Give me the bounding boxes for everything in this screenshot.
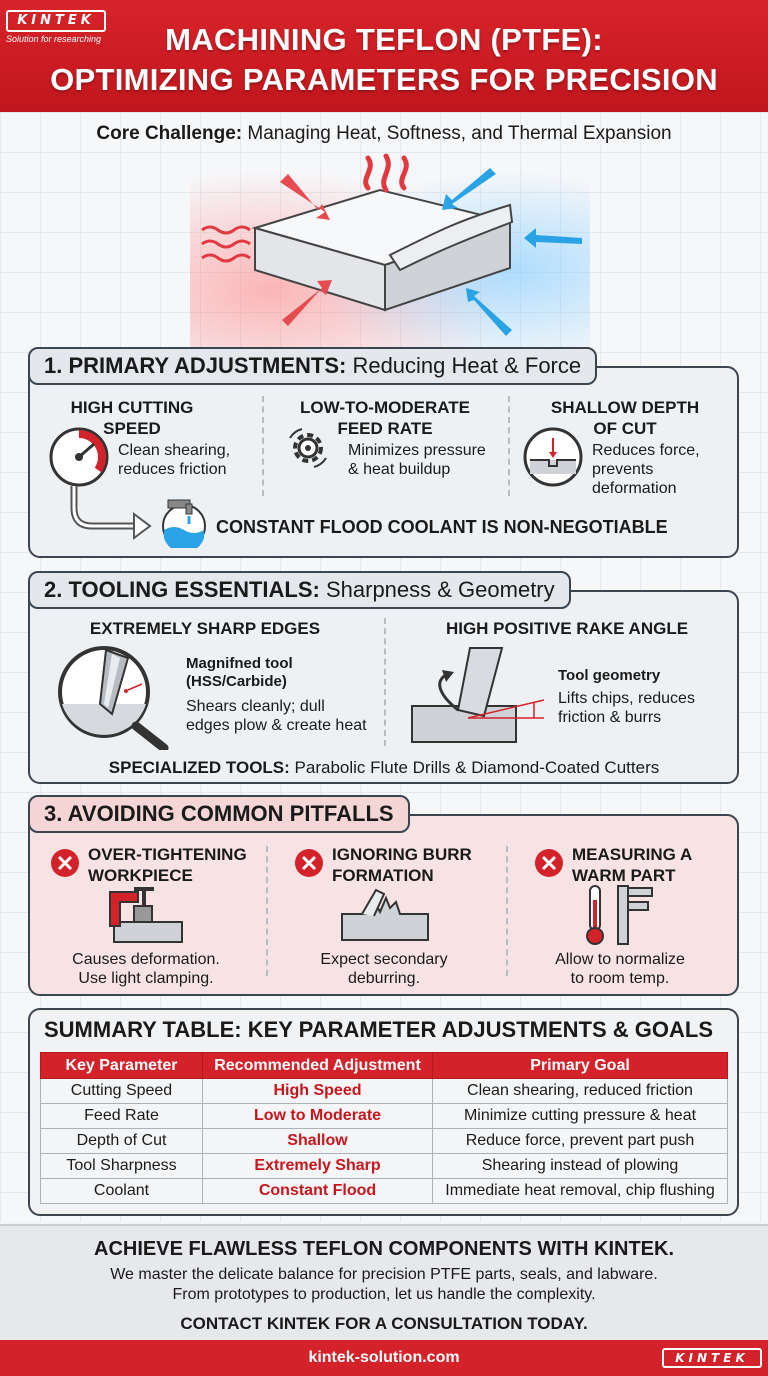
sharp-callout: [186, 655, 293, 691]
table-row: [41, 1154, 728, 1179]
rake-callout: Tool geometry: [558, 667, 661, 684]
divider: [266, 846, 268, 976]
rake-angle-icon: [408, 644, 550, 744]
col2-title-l1: LOW-TO-MODERATE: [300, 398, 470, 417]
table-header: Recommended Adjustment: [203, 1053, 433, 1079]
warm-part-title: [572, 844, 692, 886]
p2-title-l1: IGNORING BURR: [332, 845, 472, 864]
table-cell: High Speed: [203, 1079, 433, 1104]
over-tightening-title: [88, 844, 247, 886]
table-cell: Tool Sharpness: [41, 1154, 203, 1179]
core-challenge: [0, 123, 768, 145]
speed-gauge-icon: [48, 426, 110, 488]
table-row: [41, 1079, 728, 1104]
section2-heading-rest: Sharpness & Geometry: [319, 577, 555, 602]
magnifier-tool-icon: [56, 644, 174, 750]
col1-desc-l1: Clean shearing,: [118, 442, 231, 459]
rake-desc-l1: Lifts chips, reduces: [558, 690, 695, 707]
table-cell: Clean shearing, reduced friction: [433, 1079, 728, 1104]
p2-desc-l2: deburring.: [347, 970, 421, 987]
divider: [262, 396, 264, 496]
sharp-callout-l2: (HSS/Carbide): [186, 673, 287, 690]
table-cell: Low to Moderate: [203, 1104, 433, 1129]
footer-logo: KINTEK: [662, 1348, 762, 1368]
col2-desc: [348, 441, 486, 479]
table-cell: Cutting Speed: [41, 1079, 203, 1104]
sharp-callout-l1: Magnifned tool: [186, 655, 293, 672]
header-banner: [0, 0, 768, 112]
thermometer-caliper-icon: [582, 884, 656, 946]
burr-icon: [340, 884, 430, 942]
summary-table: [40, 1052, 728, 1204]
table-header: Primary Goal: [433, 1053, 728, 1079]
p1-title-l2: WORKPIECE: [88, 866, 193, 885]
table-cell: Minimize cutting pressure & heat: [433, 1104, 728, 1129]
depth-of-cut-icon: [522, 426, 584, 488]
table-cell: Depth of Cut: [41, 1129, 203, 1154]
cta-line2: From prototypes to production, let us handle the complexity.: [172, 1286, 596, 1303]
page-title-line1: MACHINING TEFLON (PTFE):: [165, 22, 603, 57]
kintek-logo: KINTEK: [6, 10, 106, 32]
col1-title-l1: HIGH CUTTING: [70, 398, 194, 417]
table-cell: Shallow: [203, 1129, 433, 1154]
summary-heading: SUMMARY TABLE: KEY PARAMETER ADJUSTMENTS & GOALS: [44, 1017, 713, 1042]
table-row: [41, 1129, 728, 1154]
table-cell: Feed Rate: [41, 1104, 203, 1129]
col2-title-l2: FEED RATE: [337, 419, 433, 438]
p1-desc-l2: Use light clamping.: [78, 970, 214, 987]
ptfe-block-illustration: [190, 150, 590, 350]
col2-desc-l1: Minimizes pressure: [348, 442, 486, 459]
col3-title-l2: OF CUT: [593, 419, 657, 438]
col3-desc: [592, 441, 700, 498]
sharp-desc-l2: edges plow & create heat: [186, 717, 367, 734]
error-x-icon: [50, 848, 80, 878]
specialized-tools-text: Parabolic Flute Drills & Diamond-Coated Cutters: [289, 758, 660, 777]
logo-tagline: Solution for researching: [6, 34, 102, 44]
p3-desc: [520, 950, 720, 988]
p3-title-l1: MEASURING A: [572, 845, 693, 864]
table-cell: Immediate heat removal, chip flushing: [433, 1179, 728, 1204]
pitfalls-heading: [28, 795, 410, 833]
col3-title-l1: SHALLOW DEPTH: [550, 398, 700, 417]
coolant-statement: CONSTANT FLOOD COOLANT IS NON-NEGOTIABLE: [216, 517, 668, 537]
sharp-desc: [186, 697, 367, 735]
col1-title-l2: SPEED: [103, 419, 161, 438]
gear-icon: [284, 424, 332, 472]
section1-heading-bold: 1. PRIMARY ADJUSTMENTS:: [44, 353, 347, 378]
website-link[interactable]: kintek-solution.com: [308, 1349, 460, 1366]
col3-desc-l1: Reduces force,: [592, 442, 700, 459]
primary-adjustments-heading: [28, 347, 597, 385]
cta-contact: CONTACT KINTEK FOR A CONSULTATION TODAY.: [180, 1314, 588, 1333]
table-cell: Coolant: [41, 1179, 203, 1204]
footer-bar: [0, 1340, 768, 1376]
core-challenge-label: Core Challenge:: [96, 123, 243, 144]
col3-desc-l3: deformation: [592, 480, 677, 497]
p1-desc-l1: Causes deformation.: [72, 951, 220, 968]
table-header: Key Parameter: [41, 1053, 203, 1079]
table-cell: Constant Flood: [203, 1179, 433, 1204]
table-row: [41, 1179, 728, 1204]
cta-heading: ACHIEVE FLAWLESS TEFLON COMPONENTS WITH KINTEK.: [94, 1238, 674, 1260]
table-cell: Reduce force, prevent part push: [433, 1129, 728, 1154]
burr-formation-title: [332, 844, 472, 886]
p2-desc-l1: Expect secondary: [320, 951, 448, 968]
divider: [384, 618, 386, 746]
col1-desc: [118, 441, 230, 479]
error-x-icon: [294, 848, 324, 878]
clamp-icon: [104, 886, 184, 944]
table-row: [41, 1104, 728, 1129]
error-x-icon: [534, 848, 564, 878]
cta-section: [0, 1224, 768, 1340]
sharp-edges-title: EXTREMELY SHARP EDGES: [89, 619, 321, 638]
p3-desc-l2: to room temp.: [570, 970, 670, 987]
specialized-tools: [40, 758, 728, 777]
cta-line1: We master the delicate balance for precision PTFE parts, seals, and labware.: [110, 1266, 658, 1283]
specialized-tools-label: SPECIALIZED TOOLS:: [108, 758, 290, 777]
sharp-desc-l1: Shears cleanly; dull: [186, 698, 325, 715]
tooling-essentials-heading: [28, 571, 571, 609]
table-cell: Extremely Sharp: [203, 1154, 433, 1179]
p2-title-l2: FORMATION: [332, 866, 434, 885]
table-cell: Shearing instead of plowing: [433, 1154, 728, 1179]
col1-desc-l2: reduces friction: [118, 461, 227, 478]
section1-heading-rest: Reducing Heat & Force: [346, 353, 582, 378]
divider: [508, 396, 510, 496]
col3-desc-l2: prevents: [592, 461, 654, 478]
rake-desc: [558, 689, 695, 727]
coolant-arrow-icon: [64, 486, 216, 548]
p1-desc: [46, 950, 246, 988]
col2-desc-l2: & heat buildup: [348, 461, 451, 478]
p2-desc: [284, 950, 484, 988]
p3-title-l2: WARM PART: [572, 866, 676, 885]
section3-heading-text: 3. AVOIDING COMMON PITFALLS: [44, 801, 394, 826]
p3-desc-l1: Allow to normalize: [555, 951, 685, 968]
rake-desc-l2: friction & burrs: [558, 709, 662, 726]
divider: [506, 846, 508, 976]
rake-angle-title: HIGH POSITIVE RAKE ANGLE: [445, 619, 689, 638]
page-title-line2: OPTIMIZING PARAMETERS FOR PRECISION: [50, 62, 718, 97]
section2-heading-bold: 2. TOOLING ESSENTIALS:: [44, 577, 320, 602]
p1-title-l1: OVER-TIGHTENING: [88, 845, 247, 864]
core-challenge-text: Managing Heat, Softness, and Thermal Expansion: [242, 123, 672, 144]
